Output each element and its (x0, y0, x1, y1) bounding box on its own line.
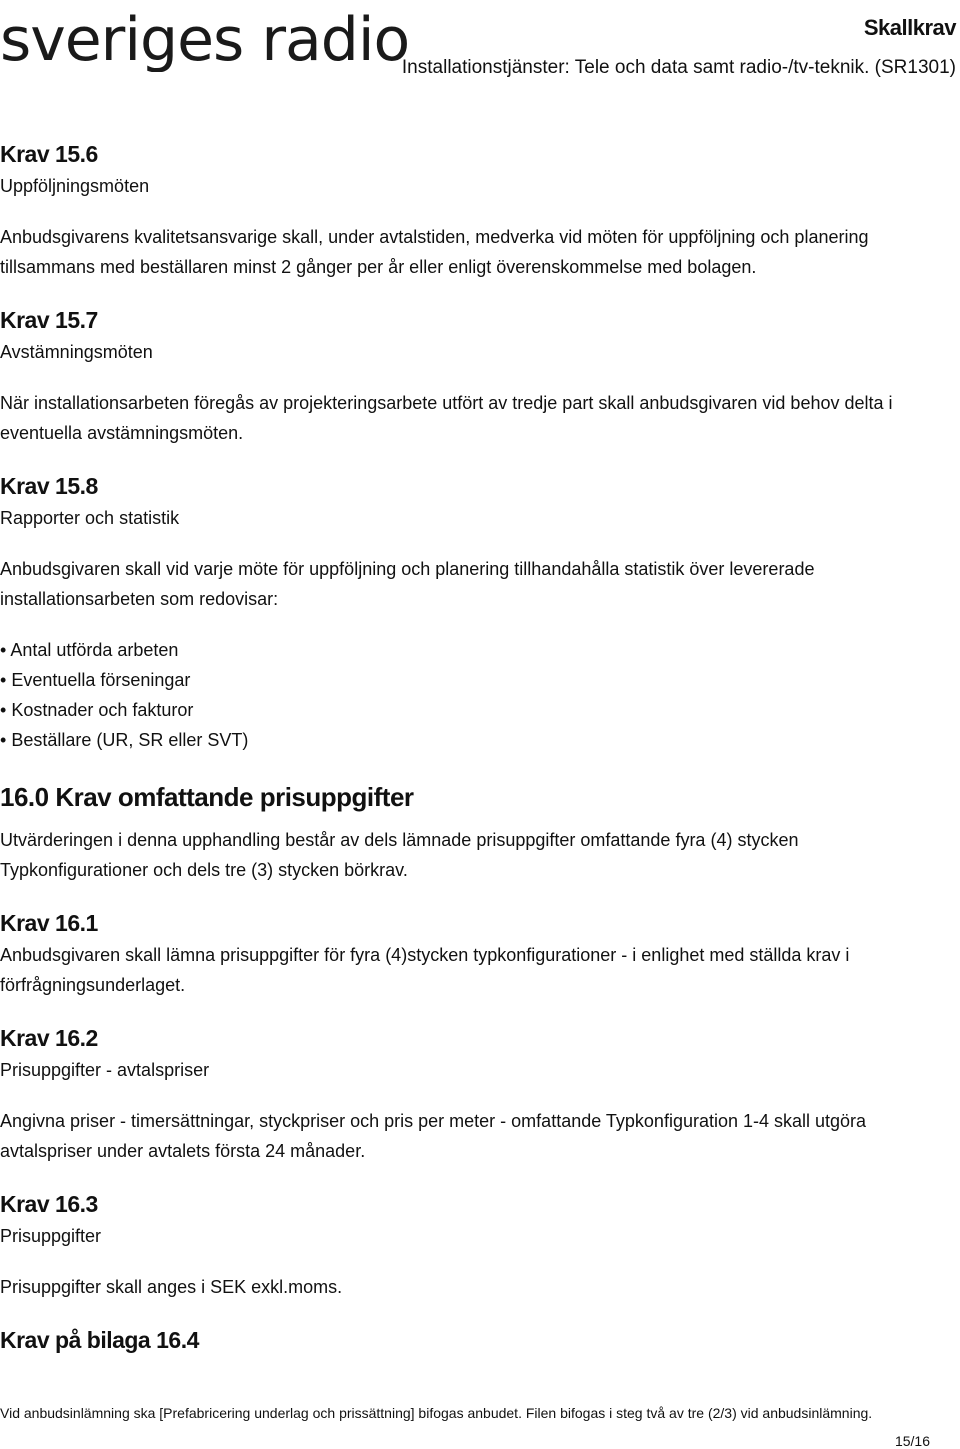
requirement-heading: Krav 16.2 (0, 1025, 98, 1051)
requirement-16-1 (0, 907, 950, 1000)
requirement-16-4 (0, 1324, 950, 1357)
logo-mark (0, 0, 420, 72)
requirement-text: Anbudsgivaren skall vid varje möte för uppföljning och planering tillhandahålla statistik över levererade installationsarbeten som redovisar: (0, 559, 815, 609)
statistics-list (0, 635, 950, 755)
attachment-note: Vid anbudsinlämning ska [Prefabricering underlag och prissättning] bifogas anbudet. Filen bifogas i steg två av tre (2/3) vid anbudsinlämning. (0, 1405, 873, 1421)
requirement-heading: Krav på bilaga 16.4 (0, 1327, 199, 1353)
list-item: • Beställare (UR, SR eller SVT) (0, 725, 950, 755)
requirement-heading: Krav 15.7 (0, 307, 98, 333)
requirement-16-2 (0, 1022, 950, 1166)
section-16 (0, 777, 950, 885)
section-text: Utvärderingen i denna upphandling består av dels lämnade prisuppgifter omfattande fyra (4) stycken Typkonfigurationer och dels tre (3) stycken börkrav. (0, 830, 799, 880)
requirement-text: Prisuppgifter skall anges i SEK exkl.moms. (0, 1277, 343, 1297)
document-type: Skallkrav (863, 15, 956, 40)
requirement-subtitle: Rapporter och statistik (0, 508, 180, 528)
requirement-heading: Krav 16.3 (0, 1191, 98, 1217)
list-item: • Eventuella förseningar (0, 665, 950, 695)
requirement-15-8 (0, 470, 950, 755)
document-body (0, 138, 950, 1357)
logo-wordmark: sveriges radio (0, 5, 410, 72)
sveriges-radio-logo (0, 0, 420, 70)
list-item: • Kostnader och fakturor (0, 695, 950, 725)
requirement-16-3 (0, 1188, 950, 1302)
requirement-text: När installationsarbeten föregås av projekteringsarbete utfört av tredje part skall anbudsgivaren vid behov delta i eventuella avstämningsmöten. (0, 393, 893, 443)
page-header (0, 0, 960, 80)
requirement-text: Anbudsgivarens kvalitetsansvarige skall, under avtalstiden, medverka vid möten för uppföljning och planering tillsammans med beställaren minst 2 gånger per år eller enligt överenskommelse med bolagen. (0, 227, 869, 277)
requirement-subtitle: Prisuppgifter - avtalspriser (0, 1060, 210, 1080)
requirement-subtitle: Prisuppgifter (0, 1226, 102, 1246)
page-number: 15/16 (894, 1433, 930, 1449)
requirement-heading: Krav 15.8 (0, 473, 98, 499)
requirement-text: Angivna priser - timersättningar, styckpriser och pris per meter - omfattande Typkonfiguration 1-4 skall utgöra avtalspriser under avtalets första 24 månader. (0, 1111, 867, 1161)
requirement-heading: Krav 15.6 (0, 141, 98, 167)
requirement-heading: Krav 16.1 (0, 910, 98, 936)
requirement-subtitle: Uppföljningsmöten (0, 176, 150, 196)
requirement-subtitle: Avstämningsmöten (0, 342, 153, 362)
section-heading: 16.0 Krav omfattande prisuppgifter (0, 782, 414, 812)
requirement-15-7 (0, 304, 950, 448)
requirement-15-6 (0, 138, 950, 282)
procurement-title: Installationstjänster: Tele och data samt radio-/tv-teknik. (SR1301) (401, 57, 956, 78)
list-item: • Antal utförda arbeten (0, 635, 950, 665)
requirement-text: Anbudsgivaren skall lämna prisuppgifter för fyra (4)stycken typkonfigurationer - i enlighet med ställda krav i förfrågningsunderlaget. (0, 945, 850, 995)
